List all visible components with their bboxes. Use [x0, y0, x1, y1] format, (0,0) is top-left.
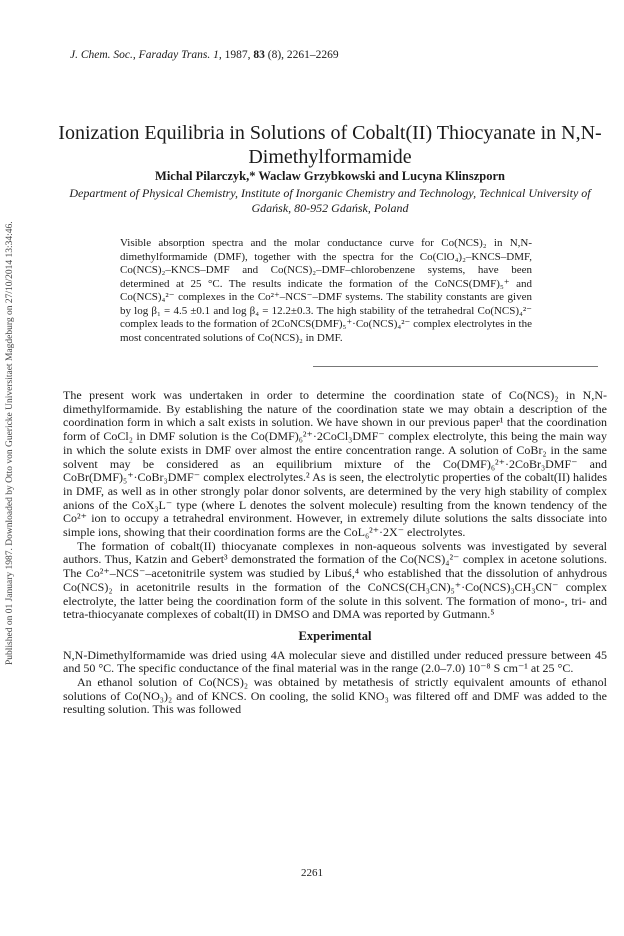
journal-volume: 83: [253, 49, 265, 61]
journal-citation: [70, 49, 339, 61]
intro-paragraph-2: The formation of cobalt(II) thiocyanate complexes in non-aqueous solvents was investigated by several authors. Thus, Katzin and Gebert³ demonstrated the formation of the Co(NCS)₄²⁻ complex in acetone solutions. The Co²⁺–NCS⁻–acetonitrile system was studied by Libuś,⁴ who established that the dissolution of anhydrous Co(NCS)₂ in acetonitrile results in the formation of the CoNCS(CH₃CN)₅⁺·Co(NCS)₃CH₃CN⁻ complex electrolyte, the latter being the coordination form of the solute in this solvent. The formation of mono-, tri- and tetra-thiocyanate complexes of cobalt(II) in DMSO and DMA was reported by Gutmann.⁵: [63, 538, 607, 622]
journal-name: J. Chem. Soc., Faraday Trans. 1,: [70, 49, 222, 61]
experimental-paragraph-2: An ethanol solution of Co(NCS)₂ was obtained by metathesis of strictly equivalent amounts of ethanol solutions of Co(NO₃)₂ and of KNCS. On cooling, the solid KNO₃ was filtered off and DMF was added to the resulting solution. This was followed: [63, 675, 607, 717]
affiliation: Department of Physical Chemistry, Institute of Inorganic Chemistry and Technology, Technical University of Gdańsk, 80-952 Gdańsk, Poland: [69, 186, 591, 215]
journal-issue-pages: (8), 2261–2269: [267, 49, 339, 61]
journal-year: 1987,: [224, 49, 251, 61]
abstract: Visible absorption spectra and the molar conductance curve for Co(NCS)₂ in N,N-dimethylformamide (DMF), together with the spectra for the Co(ClO₄)₂–KNCS–DMF, Co(NCS)₂–KNCS–DMF and Co(NCS)₂–DMF–chlorobenzene systems, have been determined at 25 °C. The results indicate the formation of the CoNCS(DMF)₅⁺ and Co(NCS)₄²⁻ complexes in the Co²⁺–NCS⁻–DMF systems. The stability constants are given by log β₁ = 4.5 ±0.1 and log β₄ = 12.2±0.3. The high stability of the tetrahedral Co(NCS)₄²⁻ complex leads to the formation of 2CoNCS(DMF)₅⁺·Co(NCS)₄²⁻ complex electrolytes in the most concentrated solutions of Co(NCS)₂ in DMF.: [120, 237, 532, 344]
page-number: 2261: [301, 867, 323, 879]
body-text: [63, 389, 607, 717]
download-notice: Published on 01 January 1987. Downloaded by Otto von Guericke Universitaet Magdeburg on 27/10/2014 13:34:46.: [5, 221, 15, 665]
author-list: Michal Pilarczyk,* Waclaw Grzybkowski and Lucyna Klinszporn: [155, 169, 505, 183]
paper-title: Ionization Equilibria in Solutions of Cobalt(II) Thiocyanate in N,N-Dimethylformamide: [58, 122, 602, 168]
abstract-divider: [313, 366, 598, 367]
section-heading-experimental: Experimental: [298, 628, 372, 643]
intro-paragraph-1: The present work was undertaken in order to determine the coordination state of Co(NCS)₂ in N,N-dimethylformamide. By establishing the nature of the coordination state we may obtain a description of the coordination form in which a salt exists in solution. We have shown in our previous paper¹ that the coordination form of CoCl₂ in DMF solution is the Co(DMF)₆²⁺·2CoCl₃DMF⁻ complex electrolyte, this being the main way in which the solute exists in DMF over almost the entire concentration range. A solution of CoBr₂ in the same solvent may be considered as an equilibrium mixture of the Co(DMF)₆²⁺·2CoBr₃DMF⁻ and CoBr(DMF)₅⁺·CoBr₃DMF⁻ complex electrolytes.² As is seen, the electrolytic properties of the cobalt(II) halides in DMF, as well as in other strongly polar donor solvents, are determined by the very high stability of complex anions of the CoX₃L⁻ type (where L denotes the solvent molecule) resulting from the known tendency of the Co²⁺ ion to occupy a tetrahedral environment. However, in extremely dilute solutions the salts dissociate into simple ions, showing that their coordination forms are the CoL₆²⁺·2X⁻ electrolytes.: [63, 388, 607, 540]
experimental-paragraph-1: N,N-Dimethylformamide was dried using 4A molecular sieve and distilled under reduced pressure between 45 and 50 °C. The specific conductance of the final material was in the range (2.0–7.0) 10⁻⁸ S cm⁻¹ at 25 °C.: [63, 647, 607, 676]
